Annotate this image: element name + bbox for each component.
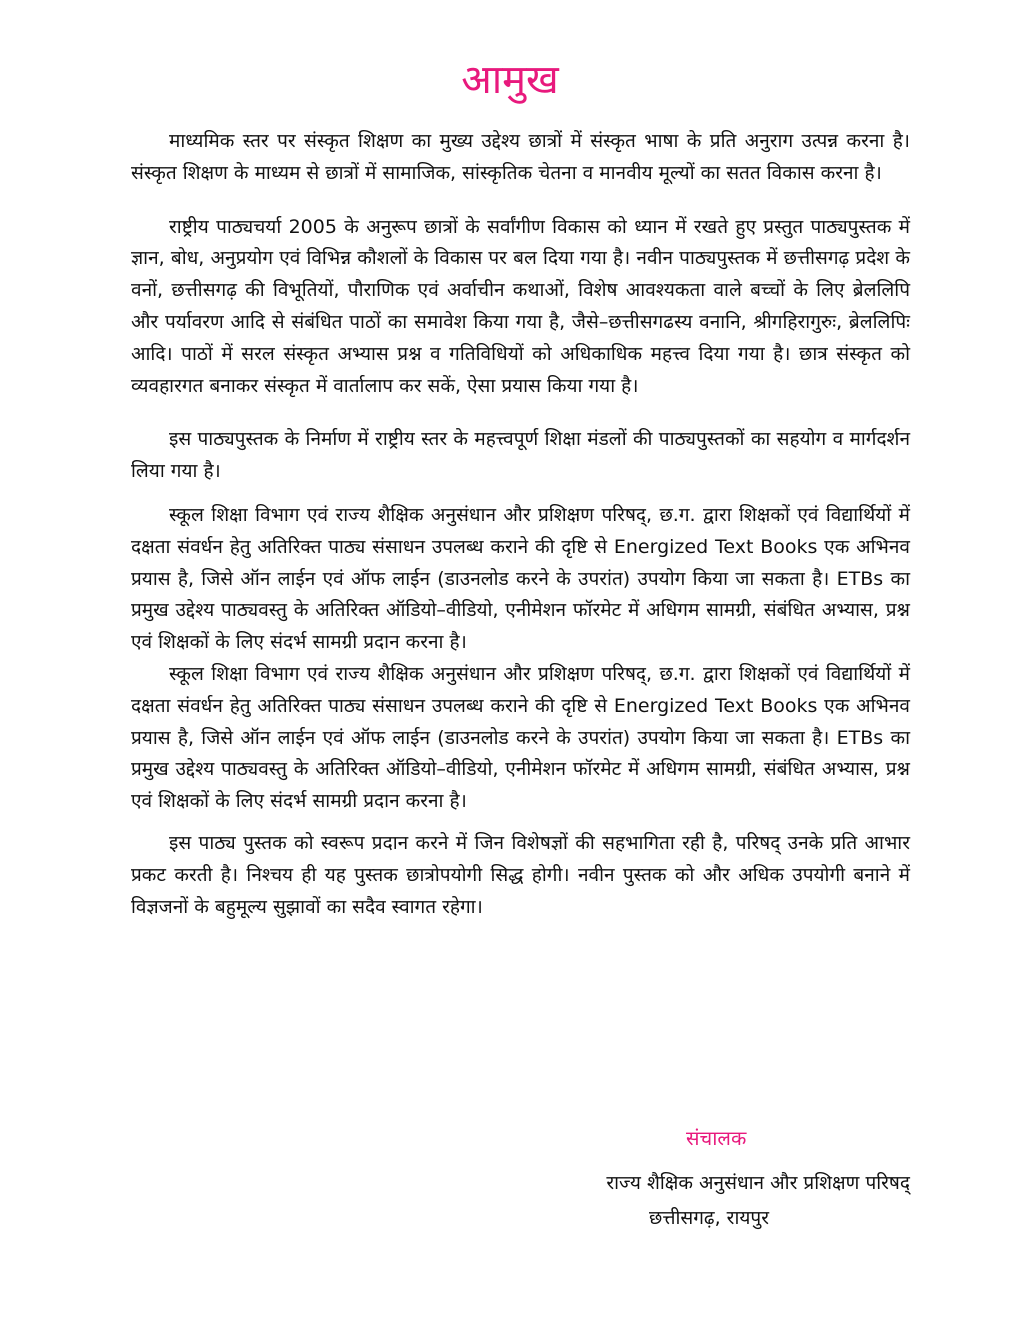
signature-place: छत्तीसगढ़, रायपुर [649,1207,769,1229]
signature-title: संचालक [686,1126,747,1150]
paragraph-etb-repeat: स्कूल शिक्षा विभाग एवं राज्य शैक्षिक अनुसंधान और प्रशिक्षण परिषद्, छ.ग. द्वारा शिक्षकों एवं विद्यार्थियों में दक्षता संवर्धन हेतु अतिरिक्त पाठ्य संसाधन उपलब्ध कराने की दृष्टि से Energized Text Books एक अभिनव प्रयास है, जिसे ऑन लाईन एवं ऑफ लाईन (डाउनलोड करने के उपरांत) उपयोग किया जा सकता है। ETBs का प्रमुख उद्देश्य पाठ्यवस्तु के अतिरिक्त ऑडियो–वीडियो, एनीमेशन फॉरमेट में अधिगम सामग्री, संबंधित अभ्यास, प्रश्न एवं शिक्षकों के लिए संदर्भ सामग्री प्रदान करना है। [131,662,910,813]
paragraph-acknowledgement: इस पाठ्य पुस्तक को स्वरूप प्रदान करने में जिन विशेषज्ञों की सहभागिता रही है, परिषद् उनके प्रति आभार प्रकट करती है। निश्चय ही यह पुस्तक छात्रोपयोगी सिद्ध होगी। नवीन पुस्तक को और अधिक उपयोगी बनाने में विज्ञजनों के बहुमूल्य सुझावों का सदैव स्वागत रहेगा। [131,831,910,918]
paragraph-curriculum: राष्ट्रीय पाठ्यचर्या 2005 के अनुरूप छात्रों के सर्वांगीण विकास को ध्यान में रखते हुए प्रस्तुत पाठ्यपुस्तक में ज्ञान, बोध, अनुप्रयोग एवं विभिन्न कौशलों के विकास पर बल दिया गया है। नवीन पाठ्यपुस्तक में छत्तीसगढ़ प्रदेश के वनों, छत्तीसगढ़ की विभूतियों, पौराणिक एवं अर्वाचीन कथाओं, विशेष आवश्यकता वाले बच्चों के लिए ब्रेललिपि और पर्यावरण आदि से संबंधित पाठों का समावेश किया गया है, जैसे–छत्तीसगढस्य वनानि, श्रीगहिरागुरुः, ब्रेललिपिः आदि। पाठों में सरल संस्कृत अभ्यास प्रश्न व गतिविधियों को अधिकाधिक महत्त्व दिया गया है। छात्र संस्कृत को व्यवहारगत बनाकर संस्कृत में वार्तालाप कर सकें, ऐसा प्रयास किया गया है। [131,215,910,397]
foreword-body [131,126,910,923]
paragraph-purpose: माध्यमिक स्तर पर संस्कृत शिक्षण का मुख्य उद्देश्य छात्रों में संस्कृत भाषा के प्रति अनुराग उत्पन्न करना है। संस्कृत शिक्षण के माध्यम से छात्रों में सामाजिक, सांस्कृतिक चेतना व मानवीय मूल्यों का सतत विकास करना है। [131,130,910,184]
signature-organization: राज्य शैक्षिक अनुसंधान और प्रशिक्षण परिषद् [606,1172,910,1194]
page-title: आमुख [461,57,559,103]
paragraph-etb: स्कूल शिक्षा विभाग एवं राज्य शैक्षिक अनुसंधान और प्रशिक्षण परिषद्, छ.ग. द्वारा शिक्षकों एवं विद्यार्थियों में दक्षता संवर्धन हेतु अतिरिक्त पाठ्य संसाधन उपलब्ध कराने की दृष्टि से Energized Text Books एक अभिनव प्रयास है, जिसे ऑन लाईन एवं ऑफ लाईन (डाउनलोड करने के उपरांत) उपयोग किया जा सकता है। ETBs का प्रमुख उद्देश्य पाठ्यवस्तु के अतिरिक्त ऑडियो–वीडियो, एनीमेशन फॉरमेट में अधिगम सामग्री, संबंधित अभ्यास, प्रश्न एवं शिक्षकों के लिए संदर्भ सामग्री प्रदान करना है। [131,503,910,654]
paragraph-cooperation: इस पाठ्यपुस्तक के निर्माण में राष्ट्रीय स्तर के महत्त्वपूर्ण शिक्षा मंडलों की पाठ्यपुस्तकों का सहयोग व मार्गदर्शन लिया गया है। [131,428,910,483]
